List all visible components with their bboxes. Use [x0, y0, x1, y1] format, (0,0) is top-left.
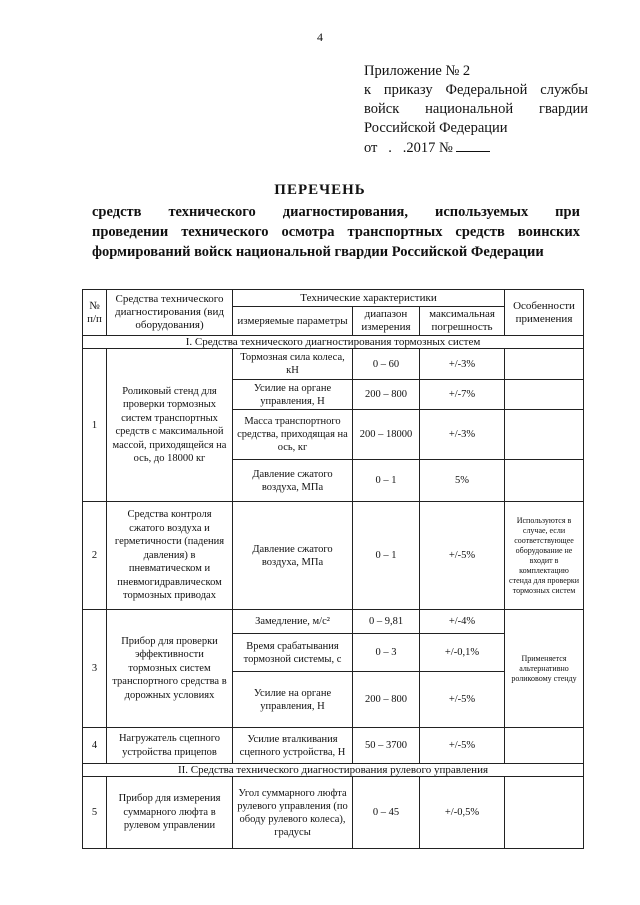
- equipment-name: Роликовый стенд для проверки тормозных систем транспортных средств с максимальной массой, приходящейся на ось, до 18000 кг: [107, 349, 233, 502]
- diagnostics-table: [82, 289, 584, 849]
- range-cell: 0 – 3: [353, 634, 420, 672]
- equipment-name: Нагружатель сцепного устройства прицепов: [107, 728, 233, 764]
- appendix-word: к: [364, 82, 372, 98]
- appendix-word: службы: [540, 82, 588, 98]
- error-cell: +/-5%: [420, 728, 505, 764]
- error-cell: +/-5%: [420, 502, 505, 610]
- appendix-line-5: [364, 138, 588, 158]
- appendix-line-1: Приложение № 2: [364, 63, 471, 79]
- param-cell: Давление сжатого воздуха, МПа: [233, 460, 353, 502]
- param-cell: Угол суммарного люфта рулевого управления (по ободу рулевого колеса), градусы: [233, 777, 353, 849]
- appendix-line-2: [364, 81, 588, 100]
- table-row: [83, 502, 584, 610]
- subtitle-word: технического: [181, 224, 269, 240]
- subtitle-word: воинских: [517, 224, 580, 240]
- page-number: 4: [317, 30, 323, 44]
- features-cell: Используются в случае, если соответствующее оборудование не входит в комплектацию стенда для проверки тормозных систем: [505, 502, 584, 610]
- section-heading: II. Средства технического диагностирования рулевого управления: [83, 764, 584, 777]
- range-cell: 200 – 800: [353, 672, 420, 728]
- range-cell: 0 – 1: [353, 460, 420, 502]
- param-cell: Время срабатывания тормозной системы, с: [233, 634, 353, 672]
- range-cell: 0 – 9,81: [353, 610, 420, 634]
- error-cell: +/-4%: [420, 610, 505, 634]
- document-title: ПЕРЕЧЕНЬ: [274, 182, 366, 198]
- error-cell: +/-0,5%: [420, 777, 505, 849]
- header-features: Особенности применения: [505, 290, 584, 336]
- param-cell: Усилие на органе управления, Н: [233, 380, 353, 410]
- appendix-word: национальной: [425, 101, 514, 117]
- range-cell: 0 – 1: [353, 502, 420, 610]
- features-cell: [505, 349, 584, 380]
- document-subtitle: [92, 202, 580, 262]
- subtitle-word: средств: [92, 204, 142, 220]
- param-cell: Масса транспортного средства, приходящая на ось, кг: [233, 410, 353, 460]
- row-num: 2: [83, 502, 107, 610]
- error-cell: +/-7%: [420, 380, 505, 410]
- param-cell: Замедление, м/с²: [233, 610, 353, 634]
- range-cell: 50 – 3700: [353, 728, 420, 764]
- error-cell: +/-3%: [420, 410, 505, 460]
- header-measured: измеряемые параметры: [233, 307, 353, 336]
- features-cell: Применяется альтернативно роликовому стенду: [505, 610, 584, 728]
- range-cell: 0 – 60: [353, 349, 420, 380]
- param-cell: Усилие на органе управления, Н: [233, 672, 353, 728]
- header-characteristics: Технические характеристики: [233, 290, 505, 307]
- header-error: максимальная погрешность: [420, 307, 505, 336]
- subtitle-word: используемых: [434, 204, 529, 220]
- subtitle-word: осмотра: [281, 224, 335, 240]
- equipment-name: Средства контроля сжатого воздуха и герметичности (падения давления) в пневматическом и пневмогидравлическом тормозных приводах: [107, 502, 233, 610]
- subtitle-word: диагностирования,: [282, 204, 409, 220]
- table-row: [83, 610, 584, 634]
- subtitle-word: транспортных: [347, 224, 443, 240]
- appendix-block: [364, 62, 588, 158]
- header-range: диапазон измерения: [353, 307, 420, 336]
- param-cell: Давление сжатого воздуха, МПа: [233, 502, 353, 610]
- error-cell: +/-0,1%: [420, 634, 505, 672]
- error-cell: +/-3%: [420, 349, 505, 380]
- param-cell: Тормозная сила колеса, кН: [233, 349, 353, 380]
- table-row: [83, 349, 584, 380]
- subtitle-line-1: [92, 202, 580, 222]
- equipment-name: Прибор для измерения суммарного люфта в рулевом управлении: [107, 777, 233, 849]
- appendix-line-3: [364, 100, 588, 119]
- subtitle-word: проведении: [92, 224, 169, 240]
- row-num: 4: [83, 728, 107, 764]
- range-cell: 200 – 800: [353, 380, 420, 410]
- subtitle-line-2: [92, 222, 580, 242]
- features-cell: [505, 777, 584, 849]
- features-cell: [505, 728, 584, 764]
- subtitle-word: технического: [168, 204, 256, 220]
- appendix-word: войск: [364, 101, 400, 117]
- row-num: 3: [83, 610, 107, 728]
- row-num: 1: [83, 349, 107, 502]
- error-cell: +/-5%: [420, 672, 505, 728]
- appendix-word: Федеральной: [445, 82, 528, 98]
- header-means: Средства технического диагностирования (вид оборудования): [107, 290, 233, 336]
- table-row: [83, 777, 584, 849]
- section-heading: I. Средства технического диагностирования тормозных систем: [83, 336, 584, 349]
- range-cell: 200 – 18000: [353, 410, 420, 460]
- features-cell: [505, 380, 584, 410]
- range-cell: 0 – 45: [353, 777, 420, 849]
- header-num: № п/п: [83, 290, 107, 336]
- param-cell: Усилие вталкивания сцепного устройства, Н: [233, 728, 353, 764]
- features-cell: [505, 410, 584, 460]
- appendix-date: от . .2017 №: [364, 140, 453, 156]
- error-cell: 5%: [420, 460, 505, 502]
- appendix-line-4: Российской Федерации: [364, 120, 508, 136]
- signature-blank: [456, 138, 490, 152]
- table-row: [83, 728, 584, 764]
- subtitle-line-3: формирований войск национальной гвардии Российской Федерации: [92, 244, 544, 260]
- equipment-name: Прибор для проверки эффективности тормозных систем транспортного средства в дорожных условиях: [107, 610, 233, 728]
- features-cell: [505, 460, 584, 502]
- appendix-word: гвардии: [539, 101, 588, 117]
- subtitle-word: при: [555, 204, 580, 220]
- appendix-word: приказу: [383, 82, 433, 98]
- subtitle-word: средств: [455, 224, 505, 240]
- row-num: 5: [83, 777, 107, 849]
